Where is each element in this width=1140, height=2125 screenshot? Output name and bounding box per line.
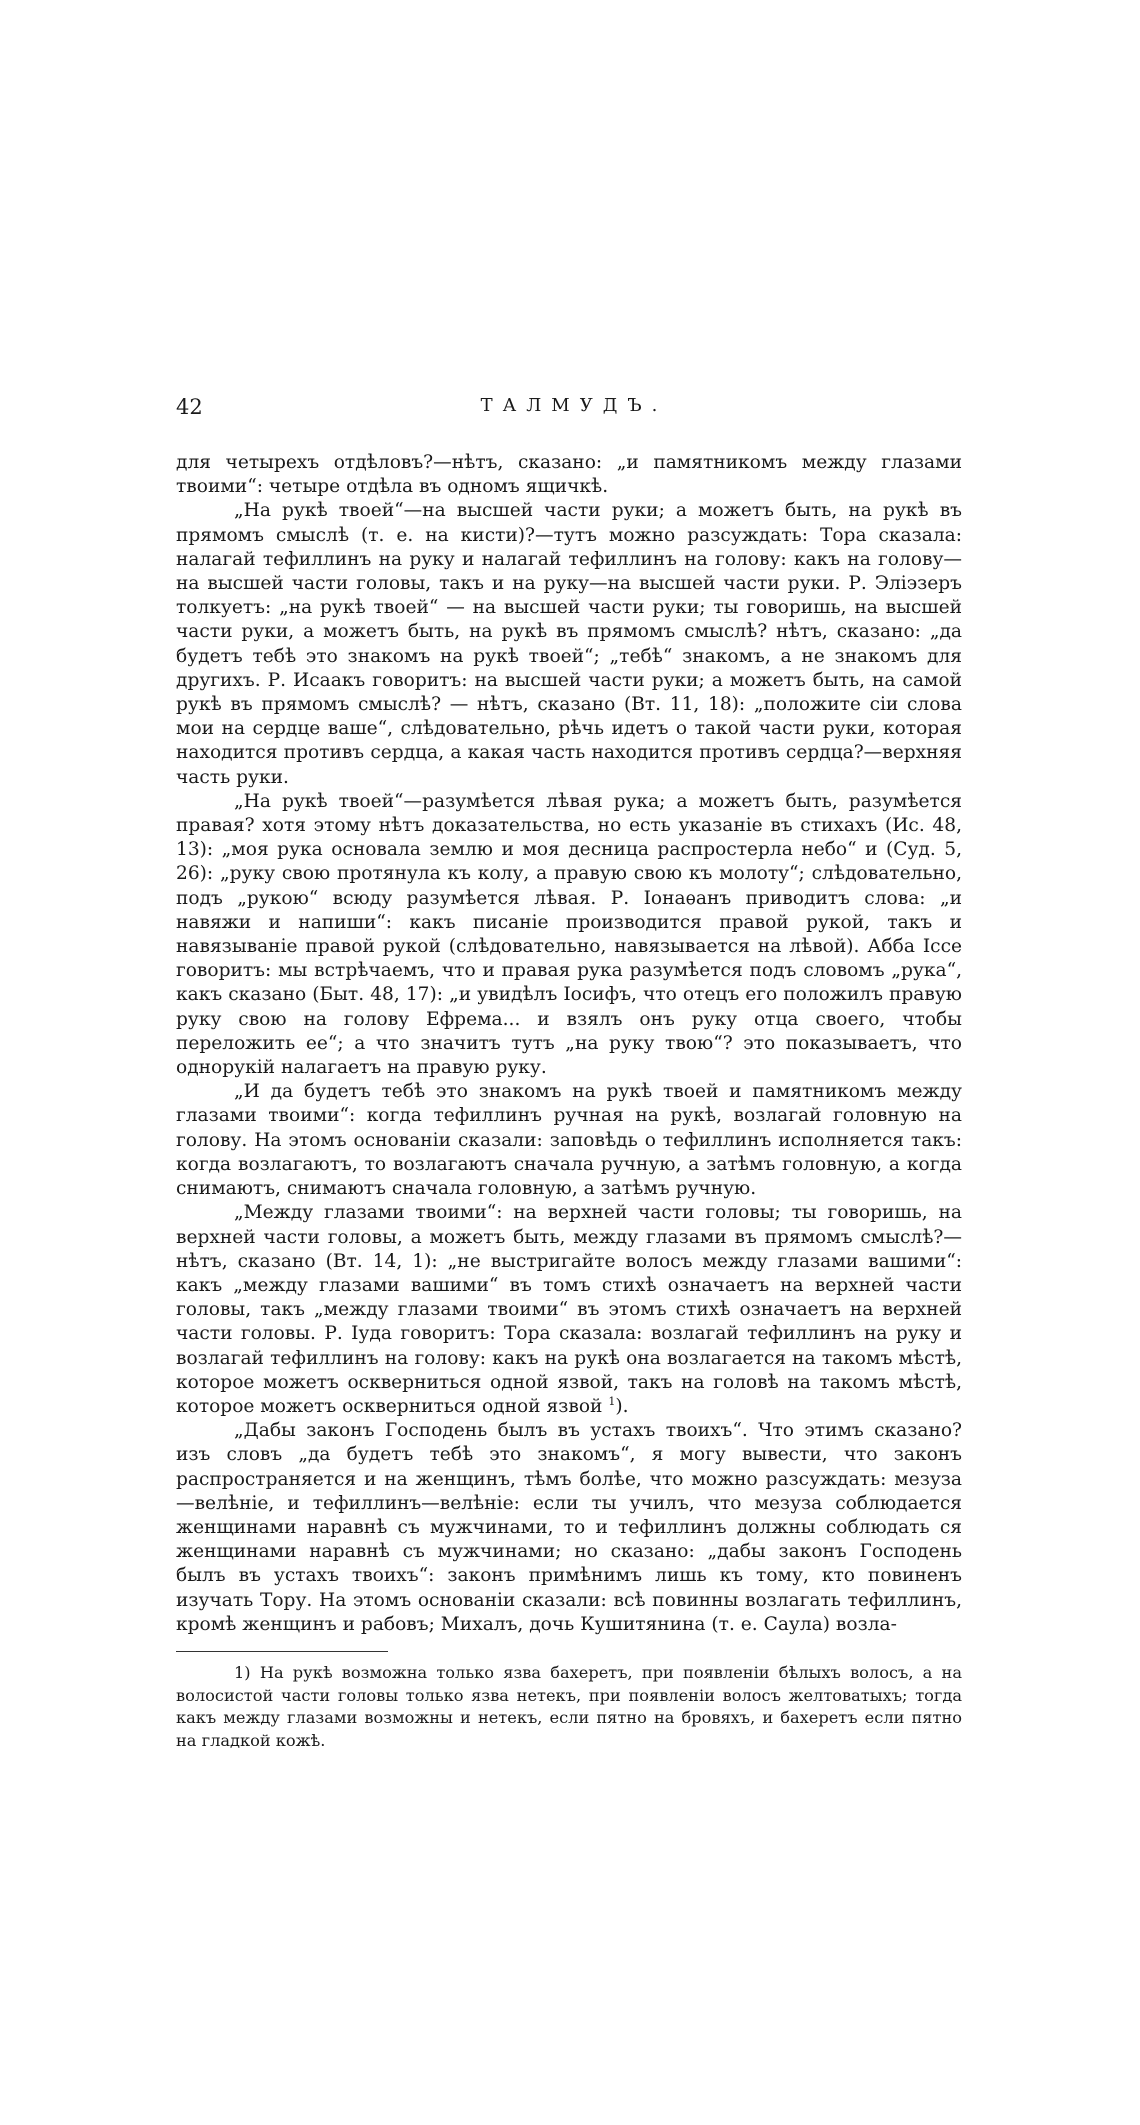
footnote-reference: 1 bbox=[608, 1394, 616, 1408]
paragraph-4: „И да будетъ тебѣ это знакомъ на рукѣ твоей и памятникомъ между глазами твоими“: когда тефиллинъ ручная на рукѣ, возлагай головную на голову. На этомъ основанiи сказали: заповѣдь о тефиллинъ исполняется такъ: когда возлагаютъ, то возлагаютъ сначала ручную, а затѣмъ головную, а когда снимаютъ, снимаютъ сначала головную, а затѣмъ ручную. bbox=[176, 1081, 962, 1200]
footnotes bbox=[176, 1662, 962, 1752]
paragraph-1: для четырехъ отдѣловъ?—нѣтъ, сказано: „и памятникомъ между глазами твоими“: четыре отдѣла въ одномъ ящичкѣ. bbox=[176, 452, 962, 498]
paragraph-6: „Дабы законъ Господень былъ въ устахъ твоихъ“. Что этимъ сказано? изъ словъ „да будетъ тебѣ это знакомъ“, я могу вывести, что законъ распространяется и на женщинъ, тѣмъ болѣе, что можно разсуждать: мезуза—велѣнiе, и тефиллинъ—велѣнiе: если ты училъ, что мезуза соблюдается женщинами наравнѣ съ мужчинами, то и тефиллинъ должны соблюдать ся женщинами наравнѣ съ мужчинами; но сказано: „дабы законъ Господень былъ въ устахъ твоихъ“: законъ примѣнимъ лишь къ тому, кто повиненъ изучать Тору. На этомъ основанiи сказали: всѣ повинны возлагать тефиллинъ, кромѣ женщинъ и рабовъ; Михалъ, дочь Кушитянина (т. е. Саула) возла- bbox=[176, 1420, 962, 1635]
paragraph-2: „На рукѣ твоей“—на высшей части руки; а можетъ быть, на рукѣ въ прямомъ смыслѣ (т. е. на кисти)?—тутъ можно разсуждать: Тора сказала: налагай тефиллинъ на руку и налагай тефиллинъ на голову: какъ на голову—на высшей части головы, такъ и на руку—на высшей части руки. Р. Элiэзеръ толкуетъ: „на рукѣ твоей“ — на высшей части руки; ты говоришь, на высшей части руки, а можетъ быть, на рукѣ въ прямомъ смыслѣ? нѣтъ, сказано: „да будетъ тебѣ это знакомъ на рукѣ твоей“; „тебѣ“ знакомъ, а не знакомъ для другихъ. Р. Исаакъ говоритъ: на высшей части руки; а можетъ быть, на самой рукѣ въ прямомъ смыслѣ? — нѣтъ, сказано (Вт. 11, 18): „положите сiи слова мои на сердце ваше“, слѣдовательно, рѣчь идетъ о такой части руки, которая находится противъ сердца, а какая часть находится противъ сердца?—верхняя часть руки. bbox=[176, 500, 962, 788]
footnote-1 bbox=[176, 1662, 962, 1752]
paragraph-3: „На рукѣ твоей“—разумѣется лѣвая рука; а можетъ быть, разумѣется правая? хотя этому нѣтъ доказательства, но есть указанiе въ стихахъ (Ис. 48, 13): „моя рука основала землю и моя десница распростерла небо“ и (Суд. 5, 26): „руку свою протянула къ колу, а правую свою къ молоту“; слѣдовательно, подъ „рукою“ всюду разумѣется лѣвая. Р. Iонаѳанъ приводитъ слова: „и навяжи и напиши“: какъ писанiе производится правой рукой, такъ и навязыванiе правой рукой (слѣдовательно, навязывается на лѣвой). Абба Iссе говоритъ: мы встрѣчаемъ, что и правая рука разумѣется подъ словомъ „рука“, какъ сказано (Быт. 48, 17): „и увидѣлъ Iосифъ, что отецъ его положилъ правую руку свою на голову Ефрема... и взялъ онъ руку отца своего, чтобы переложить ее“; а что значитъ тутъ „на руку твою“? это показываетъ, что однорукiй налагаетъ на правую руку. bbox=[176, 790, 962, 1079]
page-number: 42 bbox=[176, 395, 203, 419]
footnote-reference-tail: ). bbox=[615, 1395, 629, 1417]
running-head bbox=[176, 395, 962, 429]
paragraph-5-text: „Между глазами твоими“: на верхней части головы; ты говоришь, на верхней части головы, а можетъ быть, между глазами въ прямомъ смыслѣ?—нѣтъ, сказано (Вт. 14, 1): „не выстригайте волосъ между глазами вашими“: какъ „между глазами вашими“ въ томъ стихѣ означаетъ на верхней части головы, такъ „между глазами твоими“ въ этомъ стихѣ означаетъ на верхней части головы. Р. Iуда говоритъ: Тора сказала: возлагай тефиллинъ на руку и возлагай тефиллинъ на голову: какъ на рукѣ она возлагается на такомъ мѣстѣ, которое можетъ оскверниться одной язвой, такъ на головѣ на такомъ мѣстѣ, которое можетъ оскверниться одной язвой bbox=[176, 1202, 962, 1417]
footnote-marker: 1) bbox=[234, 1662, 260, 1682]
footnote-divider bbox=[176, 1651, 388, 1652]
footnote-text: На рукѣ возможна только язва бахеретъ, при появленiи бѣлыхъ волосъ, а на волосистой части головы только язва нетекъ, при появленiи волосъ желтоватыхъ; тогда какъ между глазами возможны и нетекъ, если пятно на бровяхъ, и бахеретъ если пятно на гладкой кожѣ. bbox=[176, 1662, 962, 1750]
main-text bbox=[176, 451, 962, 1637]
running-title: ТАЛМУДЪ. bbox=[480, 395, 668, 416]
book-page bbox=[176, 395, 962, 1752]
paragraph-5 bbox=[176, 1201, 962, 1419]
